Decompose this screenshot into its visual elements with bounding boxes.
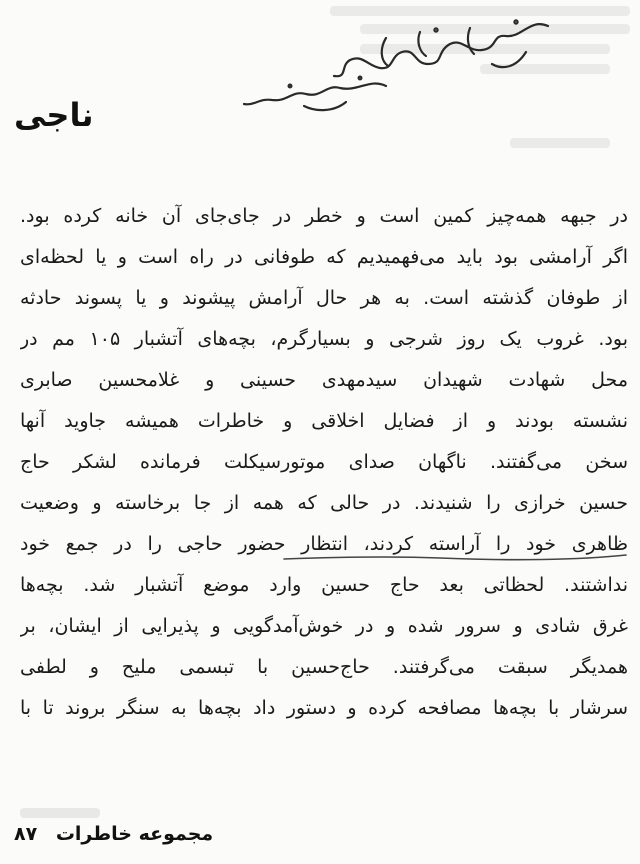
body-line: اگر آرامشی بود باید می‌فهمیدیم که طوفانی در راه است و یا لحظه‌ای: [20, 246, 628, 268]
body-line: غرق شادی و سرور شده و در خوش‌آمدگویی و پذیرایی از ایشان، بر: [20, 615, 628, 637]
handdrawn-underline: [280, 550, 630, 564]
page-number: ۸۷: [14, 823, 38, 845]
page-footer: [14, 823, 274, 845]
body-line: ظاهری خود را آراسته کردند، انتظار حضور حاجی را در جمع خود: [20, 533, 628, 555]
story-title: ناجی: [14, 96, 94, 134]
body-text: [20, 196, 628, 729]
body-line: محل شهادت شهیدان سیدمهدی حسینی و غلامحسین صابری: [20, 369, 628, 391]
body-line: از طوفان گذشته است. به هر حال آرامش پیشوند و یا پسوند حادثه: [20, 287, 628, 309]
body-line: سخن می‌گفتند. ناگهان صدای موتورسیکلت فرمانده لشکر حاج: [20, 451, 628, 473]
handwritten-signature: [230, 8, 560, 118]
body-line: بود. غروب یک روز شرجی و بسیارگرم، بچه‌های آتشبار ۱۰۵ مم در: [20, 328, 628, 350]
body-line: حسین خرازی را شنیدند. در حالی که همه از جا برخاسته و وضعیت: [20, 492, 628, 514]
body-line: نشسته بودند و از فضایل اخلاقی و خاطرات همیشه جاوید آنها: [20, 410, 628, 432]
body-line: نداشتند. لحظاتی بعد حاج حسین وارد موضع آتشبار شد. بچه‌ها: [20, 574, 628, 596]
body-line: سرشار با بچه‌ها مصافحه کرده و دستور داد بچه‌ها به سنگر بروند تا با: [20, 697, 628, 719]
book-title: مجموعه خاطرات: [55, 823, 214, 845]
body-line: همدیگر سبقت می‌گرفتند. حاج‌حسین با تبسمی ملیح و لطفی: [20, 656, 628, 678]
body-line: در جبهه همه‌چیز کمین است و خطر در جای‌جای آن خانه کرده بود.: [20, 205, 628, 227]
